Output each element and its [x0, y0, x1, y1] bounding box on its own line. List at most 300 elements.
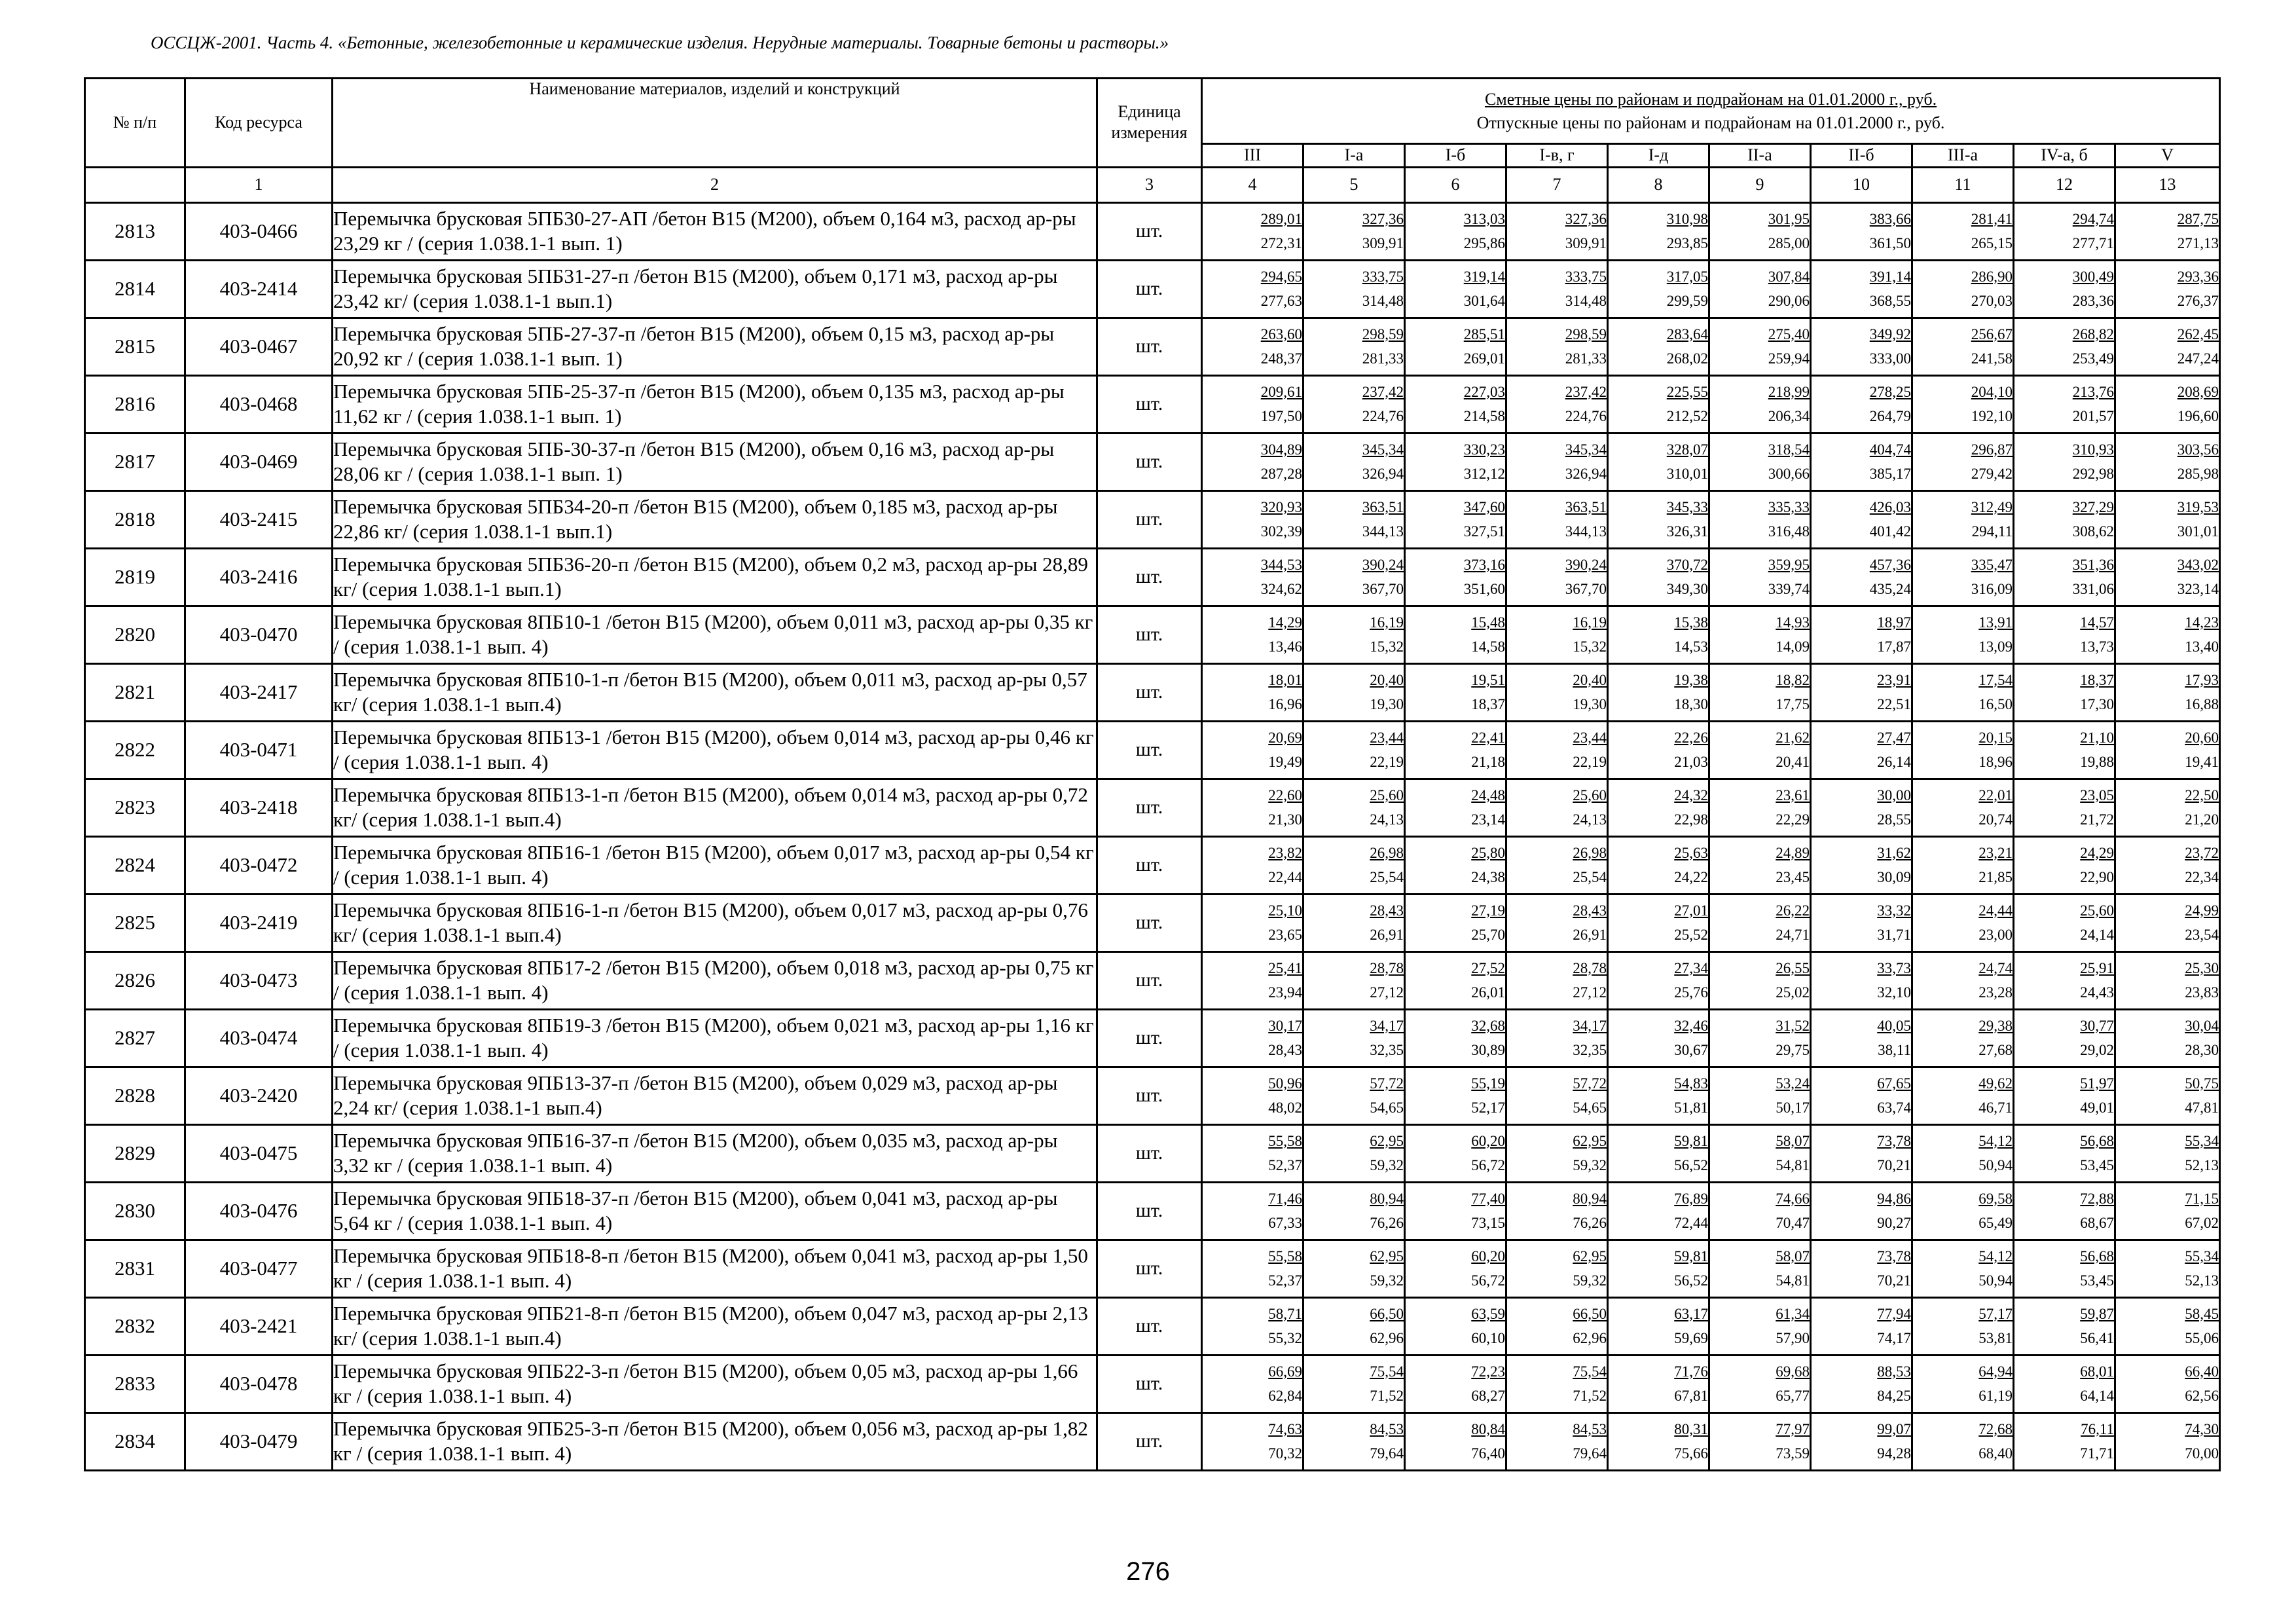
price-cell [2115, 260, 2220, 318]
price-cell [1303, 433, 1405, 490]
price-cell [1608, 1240, 1709, 1297]
price-cell [1202, 779, 1303, 836]
release-price: 73,15 [1471, 1215, 1505, 1231]
estimate-price: 22,26 [1674, 729, 1708, 746]
release-price: 323,14 [2177, 581, 2219, 597]
resource-code: 403-2421 [185, 1297, 333, 1355]
price-cell [2115, 202, 2220, 260]
row-number: 2813 [85, 202, 185, 260]
price-cell [1405, 779, 1506, 836]
estimate-price: 307,84 [1768, 268, 1810, 285]
release-price: 52,17 [1471, 1099, 1505, 1116]
release-price: 264,79 [1869, 408, 1911, 424]
estimate-price: 68,01 [2080, 1363, 2114, 1380]
material-name: Перемычка брусковая 5ПБ30-27-АП /бетон В15 (М200), объем 0,164 м3, расход ар-ры 23,29 кг / (серия 1.038.1-1 вып. 1) [333, 202, 1097, 260]
price-cell [1608, 779, 1709, 836]
estimate-price: 64,94 [1978, 1363, 2013, 1380]
price-cell [1303, 1412, 1405, 1470]
price-cell [1405, 1297, 1506, 1355]
estimate-price: 294,74 [2072, 210, 2114, 227]
price-cell [1303, 202, 1405, 260]
estimate-price: 28,78 [1573, 959, 1607, 976]
release-price: 212,52 [1666, 408, 1708, 424]
price-cell [1811, 1297, 1912, 1355]
price-cell [1506, 1412, 1608, 1470]
price-cell [2014, 1009, 2115, 1067]
release-price: 52,37 [1268, 1157, 1302, 1173]
resource-code: 403-0474 [185, 1009, 333, 1067]
estimate-price: 344,53 [1260, 556, 1302, 573]
release-price: 21,30 [1268, 811, 1302, 828]
estimate-price: 40,05 [1877, 1017, 1911, 1034]
price-cell [1506, 1182, 1608, 1240]
release-price: 23,45 [1776, 869, 1810, 885]
release-price: 401,42 [1869, 523, 1911, 540]
price-cell [1506, 1297, 1608, 1355]
estimate-price: 66,69 [1268, 1363, 1302, 1380]
estimate-price: 24,44 [1978, 902, 2013, 919]
release-price: 351,60 [1463, 581, 1505, 597]
release-price: 53,45 [2080, 1157, 2114, 1173]
release-price: 68,67 [2080, 1215, 2114, 1231]
estimate-price: 359,95 [1768, 556, 1810, 573]
release-price: 55,06 [2185, 1330, 2219, 1346]
material-name: Перемычка брусковая 9ПБ13-37-п /бетон В15 (М200), объем 0,029 м3, расход ар-ры 2,24 кг/ (серия 1.038.1-1 вып.4) [333, 1067, 1097, 1124]
price-cell [1608, 606, 1709, 663]
estimate-price: 278,25 [1869, 383, 1911, 400]
release-price: 94,28 [1877, 1445, 1911, 1462]
release-price: 22,19 [1370, 754, 1404, 770]
price-cell [2115, 894, 2220, 951]
estimate-price: 300,49 [2072, 268, 2114, 285]
price-table [84, 77, 2221, 1471]
estimate-price: 13,91 [1978, 614, 2013, 631]
release-price: 25,54 [1573, 869, 1607, 885]
price-cell [1202, 1067, 1303, 1124]
price-cell [1912, 433, 2014, 490]
release-price: 201,57 [2072, 408, 2114, 424]
estimate-price: 320,93 [1260, 498, 1302, 515]
table-row [85, 779, 2220, 836]
release-price: 22,51 [1877, 696, 1911, 712]
price-cell [1811, 606, 1912, 663]
price-cell [1608, 548, 1709, 606]
estimate-price: 71,76 [1674, 1363, 1708, 1380]
estimate-price: 50,75 [2185, 1075, 2219, 1092]
price-cell [1506, 375, 1608, 433]
release-price: 349,30 [1666, 581, 1708, 597]
price-cell [1709, 260, 1811, 318]
release-price: 309,91 [1565, 235, 1607, 251]
row-number: 2833 [85, 1355, 185, 1412]
price-cell [2014, 951, 2115, 1009]
release-price: 32,35 [1573, 1042, 1607, 1058]
row-number: 2834 [85, 1412, 185, 1470]
estimate-price: 76,11 [2081, 1420, 2114, 1437]
estimate-price: 18,37 [2080, 671, 2114, 688]
release-price: 17,30 [2080, 696, 2114, 712]
release-price: 13,46 [1268, 638, 1302, 655]
estimate-price: 24,99 [2185, 902, 2219, 919]
column-number: 9 [1709, 167, 1811, 202]
release-price: 52,13 [2185, 1272, 2219, 1289]
estimate-price: 76,89 [1674, 1190, 1708, 1207]
price-cell [1709, 490, 1811, 548]
estimate-price: 301,95 [1768, 210, 1810, 227]
estimate-price: 55,58 [1268, 1132, 1302, 1149]
estimate-price: 333,75 [1362, 268, 1404, 285]
price-cell [1608, 1355, 1709, 1412]
estimate-price: 69,68 [1776, 1363, 1810, 1380]
price-cell [2115, 606, 2220, 663]
release-price: 38,11 [1878, 1042, 1911, 1058]
resource-code: 403-0475 [185, 1124, 333, 1182]
estimate-price: 61,34 [1776, 1305, 1810, 1322]
column-number: 11 [1912, 167, 2014, 202]
estimate-price: 71,15 [2185, 1190, 2219, 1207]
header-region: V [2115, 144, 2220, 168]
estimate-price: 62,95 [1370, 1247, 1404, 1264]
release-price: 272,31 [1260, 235, 1302, 251]
price-cell [2014, 1067, 2115, 1124]
release-price: 277,71 [2072, 235, 2114, 251]
price-cell [1405, 894, 1506, 951]
release-price: 18,30 [1674, 696, 1708, 712]
price-cell [2115, 1297, 2220, 1355]
price-cell [1811, 721, 1912, 779]
release-price: 285,98 [2177, 466, 2219, 482]
release-price: 22,98 [1674, 811, 1708, 828]
estimate-price: 383,66 [1869, 210, 1911, 227]
price-cell [1912, 1182, 2014, 1240]
estimate-price: 296,87 [1971, 441, 2013, 458]
price-cell [2115, 1124, 2220, 1182]
release-price: 21,72 [2080, 811, 2114, 828]
price-cell [1709, 1067, 1811, 1124]
price-cell [1405, 1182, 1506, 1240]
price-cell [1709, 202, 1811, 260]
document-header: ОССЦЖ-2001. Часть 4. «Бетонные, железобетонные и керамические изделия. Нерудные материалы. Товарные бетоны и растворы.» [151, 33, 1169, 52]
price-cell [1405, 202, 1506, 260]
estimate-price: 404,74 [1869, 441, 1911, 458]
release-price: 312,12 [1463, 466, 1505, 482]
estimate-price: 32,46 [1674, 1017, 1708, 1034]
estimate-price: 72,88 [2080, 1190, 2114, 1207]
release-price: 64,14 [2080, 1388, 2114, 1404]
unit-cell: шт. [1097, 721, 1202, 779]
price-cell [2014, 894, 2115, 951]
price-cell [2014, 1182, 2115, 1240]
unit-cell: шт. [1097, 318, 1202, 375]
price-cell [1405, 318, 1506, 375]
unit-cell: шт. [1097, 375, 1202, 433]
estimate-price: 319,14 [1463, 268, 1505, 285]
price-cell [1811, 836, 1912, 894]
price-cell [1608, 1009, 1709, 1067]
estimate-price: 32,68 [1471, 1017, 1505, 1034]
table-row [85, 663, 2220, 721]
estimate-price: 58,07 [1776, 1247, 1810, 1264]
release-price: 53,81 [1978, 1330, 2013, 1346]
estimate-price: 53,24 [1776, 1075, 1810, 1092]
unit-cell: шт. [1097, 951, 1202, 1009]
price-cell [1202, 490, 1303, 548]
release-price: 30,67 [1674, 1042, 1708, 1058]
estimate-price: 457,36 [1869, 556, 1911, 573]
release-price: 287,28 [1260, 466, 1302, 482]
estimate-price: 21,10 [2080, 729, 2114, 746]
price-cell [1506, 1240, 1608, 1297]
price-cell [1405, 375, 1506, 433]
release-price: 24,13 [1573, 811, 1607, 828]
price-cell [1303, 721, 1405, 779]
price-cell [1811, 1412, 1912, 1470]
resource-code: 403-0473 [185, 951, 333, 1009]
release-price: 25,76 [1674, 984, 1708, 1001]
release-price: 54,81 [1776, 1157, 1810, 1173]
estimate-price: 286,90 [1971, 268, 2013, 285]
release-price: 206,34 [1768, 408, 1810, 424]
release-price: 61,19 [1978, 1388, 2013, 1404]
release-price: 224,76 [1565, 408, 1607, 424]
resource-code: 403-2420 [185, 1067, 333, 1124]
estimate-price: 55,34 [2185, 1132, 2219, 1149]
column-number: 12 [2014, 167, 2115, 202]
material-name: Перемычка брусковая 9ПБ16-37-п /бетон В15 (М200), объем 0,035 м3, расход ар-ры 3,32 кг / (серия 1.038.1-1 вып. 4) [333, 1124, 1097, 1182]
price-cell [1405, 836, 1506, 894]
release-price: 22,90 [2080, 869, 2114, 885]
release-price: 26,14 [1877, 754, 1911, 770]
release-price: 331,06 [2072, 581, 2114, 597]
resource-code: 403-0478 [185, 1355, 333, 1412]
estimate-price: 21,62 [1776, 729, 1810, 746]
price-cell [1202, 1355, 1303, 1412]
release-price: 367,70 [1362, 581, 1404, 597]
price-cell [1912, 202, 2014, 260]
price-cell [1202, 260, 1303, 318]
column-number: 1 [185, 167, 333, 202]
price-cell [1303, 1355, 1405, 1412]
price-cell [1202, 894, 1303, 951]
column-number: 2 [333, 167, 1097, 202]
price-cell [1303, 548, 1405, 606]
release-price: 22,19 [1573, 754, 1607, 770]
release-price: 18,96 [1978, 754, 2013, 770]
release-price: 283,36 [2072, 293, 2114, 309]
table-row [85, 260, 2220, 318]
release-price: 72,44 [1674, 1215, 1708, 1231]
material-name: Перемычка брусковая 8ПБ10-1-п /бетон В15 (М200), объем 0,011 м3, расход ар-ры 0,57 кг/ (серия 1.038.1-1 вып.4) [333, 663, 1097, 721]
release-price: 17,75 [1776, 696, 1810, 712]
column-number: 7 [1506, 167, 1608, 202]
price-cell [2014, 606, 2115, 663]
table-row [85, 1182, 2220, 1240]
estimate-price: 204,10 [1971, 383, 2013, 400]
estimate-price: 60,20 [1471, 1132, 1505, 1149]
estimate-price: 310,98 [1666, 210, 1708, 227]
price-cell [1912, 1009, 2014, 1067]
price-cell [1709, 1124, 1811, 1182]
release-price: 25,70 [1471, 927, 1505, 943]
estimate-price: 363,51 [1362, 498, 1404, 515]
header-region: II-а [1709, 144, 1811, 168]
material-name: Перемычка брусковая 9ПБ22-3-п /бетон В15 (М200), объем 0,05 м3, расход ар-ры 1,66 кг / (серия 1.038.1-1 вып. 4) [333, 1355, 1097, 1412]
estimate-price: 218,99 [1768, 383, 1810, 400]
estimate-price: 50,96 [1268, 1075, 1302, 1092]
price-cell [1912, 663, 2014, 721]
price-cell [1608, 1124, 1709, 1182]
estimate-price: 29,38 [1978, 1017, 2013, 1034]
price-cell [1709, 663, 1811, 721]
release-price: 28,43 [1268, 1042, 1302, 1058]
row-number: 2830 [85, 1182, 185, 1240]
estimate-price: 63,17 [1674, 1305, 1708, 1322]
price-cell [2115, 1240, 2220, 1297]
estimate-price: 17,54 [1978, 671, 2013, 688]
release-price: 68,40 [1978, 1445, 2013, 1462]
price-cell [1303, 1009, 1405, 1067]
table-row [85, 951, 2220, 1009]
column-number: 10 [1811, 167, 1912, 202]
price-cell [1202, 1297, 1303, 1355]
estimate-price: 94,86 [1877, 1190, 1911, 1207]
table-row [85, 1067, 2220, 1124]
release-price: 59,32 [1370, 1157, 1404, 1173]
release-price: 28,30 [2185, 1042, 2219, 1058]
price-cell [1811, 1067, 1912, 1124]
estimate-price: 373,16 [1463, 556, 1505, 573]
resource-code: 403-0468 [185, 375, 333, 433]
estimate-price: 59,81 [1674, 1132, 1708, 1149]
estimate-price: 298,59 [1565, 325, 1607, 342]
column-number: 13 [2115, 167, 2220, 202]
material-name: Перемычка брусковая 9ПБ21-8-п /бетон В15 (М200), объем 0,047 м3, расход ар-ры 2,13 кг/ (серия 1.038.1-1 вып.4) [333, 1297, 1097, 1355]
release-price: 52,13 [2185, 1157, 2219, 1173]
estimate-price: 25,80 [1471, 844, 1505, 861]
release-price: 253,49 [2072, 350, 2114, 367]
header-region: I-в, г [1506, 144, 1608, 168]
release-price: 21,03 [1674, 754, 1708, 770]
release-price: 70,47 [1776, 1215, 1810, 1231]
price-cell [2014, 490, 2115, 548]
header-region: IV-а, б [2014, 144, 2115, 168]
estimate-price: 333,75 [1565, 268, 1607, 285]
estimate-price: 55,19 [1471, 1075, 1505, 1092]
price-cell [1303, 318, 1405, 375]
estimate-price: 22,50 [2185, 786, 2219, 803]
estimate-price: 26,22 [1776, 902, 1810, 919]
price-cell [2014, 548, 2115, 606]
release-price: 270,03 [1971, 293, 2013, 309]
price-cell [1912, 951, 2014, 1009]
release-price: 23,54 [2185, 927, 2219, 943]
estimate-price: 14,29 [1268, 614, 1302, 631]
row-number: 2821 [85, 663, 185, 721]
release-price: 23,83 [2185, 984, 2219, 1001]
release-price: 20,74 [1978, 811, 2013, 828]
price-cell [1405, 1124, 1506, 1182]
release-price: 50,94 [1978, 1157, 2013, 1173]
column-number-row [85, 167, 2220, 202]
release-price: 90,27 [1877, 1215, 1911, 1231]
estimate-price: 28,43 [1370, 902, 1404, 919]
header-price-group [1202, 79, 2220, 144]
price-cell [1709, 894, 1811, 951]
price-cell [1912, 1355, 2014, 1412]
release-price: 324,62 [1260, 581, 1302, 597]
estimate-price: 62,95 [1573, 1247, 1607, 1264]
release-price: 27,12 [1573, 984, 1607, 1001]
estimate-price: 24,74 [1978, 959, 2013, 976]
estimate-price: 25,41 [1268, 959, 1302, 976]
price-cell [2014, 836, 2115, 894]
material-name: Перемычка брусковая 9ПБ18-8-п /бетон В15 (М200), объем 0,041 м3, расход ар-ры 1,50 кг / (серия 1.038.1-1 вып. 4) [333, 1240, 1097, 1297]
release-price: 310,01 [1666, 466, 1708, 482]
price-cell [1202, 836, 1303, 894]
estimate-price: 312,49 [1971, 498, 2013, 515]
release-price: 62,96 [1573, 1330, 1607, 1346]
release-price: 25,52 [1674, 927, 1708, 943]
estimate-price: 310,93 [2072, 441, 2114, 458]
price-cell [1608, 1297, 1709, 1355]
price-cell [1202, 375, 1303, 433]
release-price: 59,69 [1674, 1330, 1708, 1346]
estimate-price: 72,23 [1471, 1363, 1505, 1380]
estimate-price: 27,19 [1471, 902, 1505, 919]
estimate-price: 20,60 [2185, 729, 2219, 746]
estimate-price: 19,51 [1471, 671, 1505, 688]
price-cell [1405, 1009, 1506, 1067]
price-cell [1608, 202, 1709, 260]
estimate-price: 69,58 [1978, 1190, 2013, 1207]
price-cell [1608, 433, 1709, 490]
price-cell [1405, 606, 1506, 663]
price-cell [1405, 1355, 1506, 1412]
release-price: 344,13 [1362, 523, 1404, 540]
estimate-price: 26,98 [1573, 844, 1607, 861]
unit-cell: шт. [1097, 1240, 1202, 1297]
price-cell [1202, 433, 1303, 490]
estimate-price: 34,17 [1573, 1017, 1607, 1034]
estimate-price: 34,17 [1370, 1017, 1404, 1034]
estimate-price: 25,60 [1573, 786, 1607, 803]
price-cell [1811, 1240, 1912, 1297]
price-cell [1405, 433, 1506, 490]
estimate-price: 49,62 [1978, 1075, 2013, 1092]
price-cell [2014, 1297, 2115, 1355]
release-price: 13,40 [2185, 638, 2219, 655]
estimate-price: 390,24 [1362, 556, 1404, 573]
price-cell [1506, 663, 1608, 721]
column-number: 5 [1303, 167, 1405, 202]
release-price: 14,58 [1471, 638, 1505, 655]
price-cell [1912, 779, 2014, 836]
estimate-price: 208,69 [2177, 383, 2219, 400]
price-cell [1912, 375, 2014, 433]
estimate-price: 20,15 [1978, 729, 2013, 746]
estimate-price: 262,45 [2177, 325, 2219, 342]
price-cell [1506, 490, 1608, 548]
price-cell [1405, 1412, 1506, 1470]
estimate-price: 18,97 [1877, 614, 1911, 631]
release-price: 70,32 [1268, 1445, 1302, 1462]
estimate-price: 23,44 [1370, 729, 1404, 746]
release-price: 19,49 [1268, 754, 1302, 770]
price-cell [2115, 663, 2220, 721]
estimate-price: 22,60 [1268, 786, 1302, 803]
release-price: 54,65 [1573, 1099, 1607, 1116]
price-cell [2115, 1182, 2220, 1240]
